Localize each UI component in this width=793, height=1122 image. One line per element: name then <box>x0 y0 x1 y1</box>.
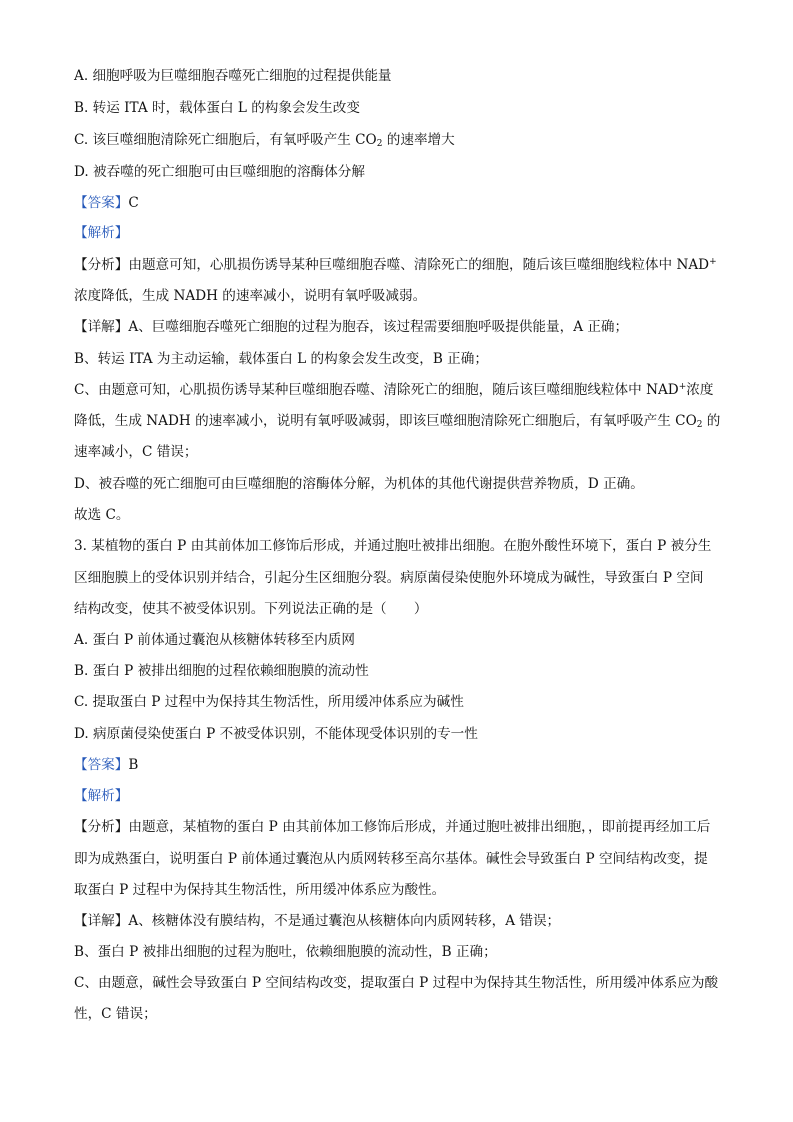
detail-tag: 【详解】 <box>74 913 129 929</box>
q2-answer <box>74 194 724 212</box>
subscript: 2 <box>696 420 703 430</box>
detail-text: 降低，生成 NADH 的速率减小，说明有氧呼吸减弱，即该巨噬细胞清除死亡细胞后，有氧呼吸产生 CO <box>74 413 697 429</box>
detail-text-tail: 的 <box>702 413 721 429</box>
answer-tag: 【答案】 <box>74 757 129 773</box>
q2-option-b: B. 转运 ITA 时，载体蛋白 L 的构象会发生改变 <box>74 100 360 116</box>
q2-conclusion: 故选 C。 <box>74 507 130 523</box>
q3-detail-c-line-1: C、由题意，碱性会导致蛋白 P 空间结构改变，提取蛋白 P 过程中为保持其生物活性，所用缓冲体系应为酸 <box>74 975 719 991</box>
superscript: + <box>709 257 717 267</box>
q2-detail-c-line-3: 速率减小，C 错误； <box>74 444 198 460</box>
analysis-tag: 【分析】 <box>74 257 129 273</box>
q2-detail-c-line-2 <box>74 412 724 430</box>
q2-analysis-line-2: 浓度降低，生成 NADH 的速率减小，说明有氧呼吸减弱。 <box>74 288 427 304</box>
detail-text: A、巨噬细胞吞噬死亡细胞的过程为胞吞，该过程需要细胞呼吸提供能量，A 正确； <box>128 319 629 335</box>
detail-tag: 【详解】 <box>74 319 129 335</box>
q2-option-a: A. 细胞呼吸为巨噬细胞吞噬死亡细胞的过程提供能量 <box>74 68 392 84</box>
q3-detail-b: B、蛋白 P 被排出细胞的过程为胞吐，依赖细胞膜的流动性，B 正确； <box>74 944 497 960</box>
detail-text: A、核糖体没有膜结构，不是通过囊泡从核糖体向内质网转移，A 错误； <box>128 913 561 929</box>
q3-explain-heading <box>74 787 724 805</box>
detail-text: C、由题意可知，心肌损伤诱导某种巨噬细胞吞噬、清除死亡的细胞，随后该巨噬细胞线粒体中 NAD <box>74 382 679 398</box>
q3-analysis-line-3: 取蛋白 P 过程中为保持其生物活性，所用缓冲体系应为酸性。 <box>74 882 446 898</box>
q3-stem-line-2: 区细胞膜上的受体识别并结合，引起分生区细胞分裂。病原菌侵染使胞外环境成为碱性，导致蛋白 P 空间 <box>74 570 704 586</box>
q3-option-d: D. 病原菌侵染使蛋白 P 不被受体识别，不能体现受体识别的专一性 <box>74 726 478 742</box>
q3-analysis-line-2: 即为成熟蛋白，说明蛋白 P 前体通过囊泡从内质网转移至高尔基体。碱性会导致蛋白 P 空间结构改变，提 <box>74 851 708 867</box>
q2-detail-c-line-1 <box>74 381 724 399</box>
superscript: + <box>678 382 687 392</box>
q3-answer <box>74 756 724 774</box>
q2-option-c-tail: 的速率增大 <box>382 132 455 148</box>
q3-detail-a <box>74 912 724 930</box>
answer-value: B <box>128 757 139 773</box>
q3-analysis-line-1 <box>74 818 724 836</box>
q2-detail-d: D、被吞噬的死亡细胞可由巨噬细胞的溶酶体分解，为机体的其他代谢提供营养物质，D 正确。 <box>74 476 644 492</box>
analysis-tag: 【分析】 <box>74 819 129 835</box>
q2-option-c-text: C. 该巨噬细胞清除死亡细胞后，有氧呼吸产生 CO <box>74 132 377 148</box>
q2-detail-b: B、转运 ITA 为主动运输，载体蛋白 L 的构象会发生改变，B 正确； <box>74 351 488 367</box>
answer-value: C <box>128 195 139 211</box>
explain-tag: 【解析】 <box>74 225 129 241</box>
analysis-text: 由题意可知，心肌损伤诱导某种巨噬细胞吞噬、清除死亡的细胞，随后该巨噬细胞线粒体中 NAD <box>128 257 710 273</box>
analysis-text: 由题意，某植物的蛋白 P 由其前体加工修饰后形成，并通过胞吐被排出细胞，，即前提再经加工后 <box>128 819 711 835</box>
q3-option-c: C. 提取蛋白 P 过程中为保持其生物活性，所用缓冲体系应为碱性 <box>74 694 464 710</box>
q2-option-c-subscript: 2 <box>376 139 383 149</box>
q3-stem-line-1: 3. 某植物的蛋白 P 由其前体加工修饰后形成，并通过胞吐被排出细胞。在胞外酸性环境下，蛋白 P 被分生 <box>74 538 712 554</box>
q2-analysis-line-1 <box>74 256 724 274</box>
q3-option-a: A. 蛋白 P 前体通过囊泡从核糖体转移至内质网 <box>74 632 355 648</box>
q2-detail-a <box>74 318 724 336</box>
q2-explain-heading <box>74 224 724 242</box>
q3-stem-line-3: 结构改变，使其不被受体识别。下列说法正确的是（ ） <box>74 601 428 617</box>
detail-text-tail: 浓度 <box>686 382 714 398</box>
explain-tag: 【解析】 <box>74 788 129 804</box>
answer-tag: 【答案】 <box>74 195 129 211</box>
q3-detail-c-line-2: 性，C 错误； <box>74 1006 157 1022</box>
q2-option-c <box>74 131 724 149</box>
q3-option-b: B. 蛋白 P 被排出细胞的过程依赖细胞膜的流动性 <box>74 663 369 679</box>
q2-option-d: D. 被吞噬的死亡细胞可由巨噬细胞的溶酶体分解 <box>74 164 365 180</box>
